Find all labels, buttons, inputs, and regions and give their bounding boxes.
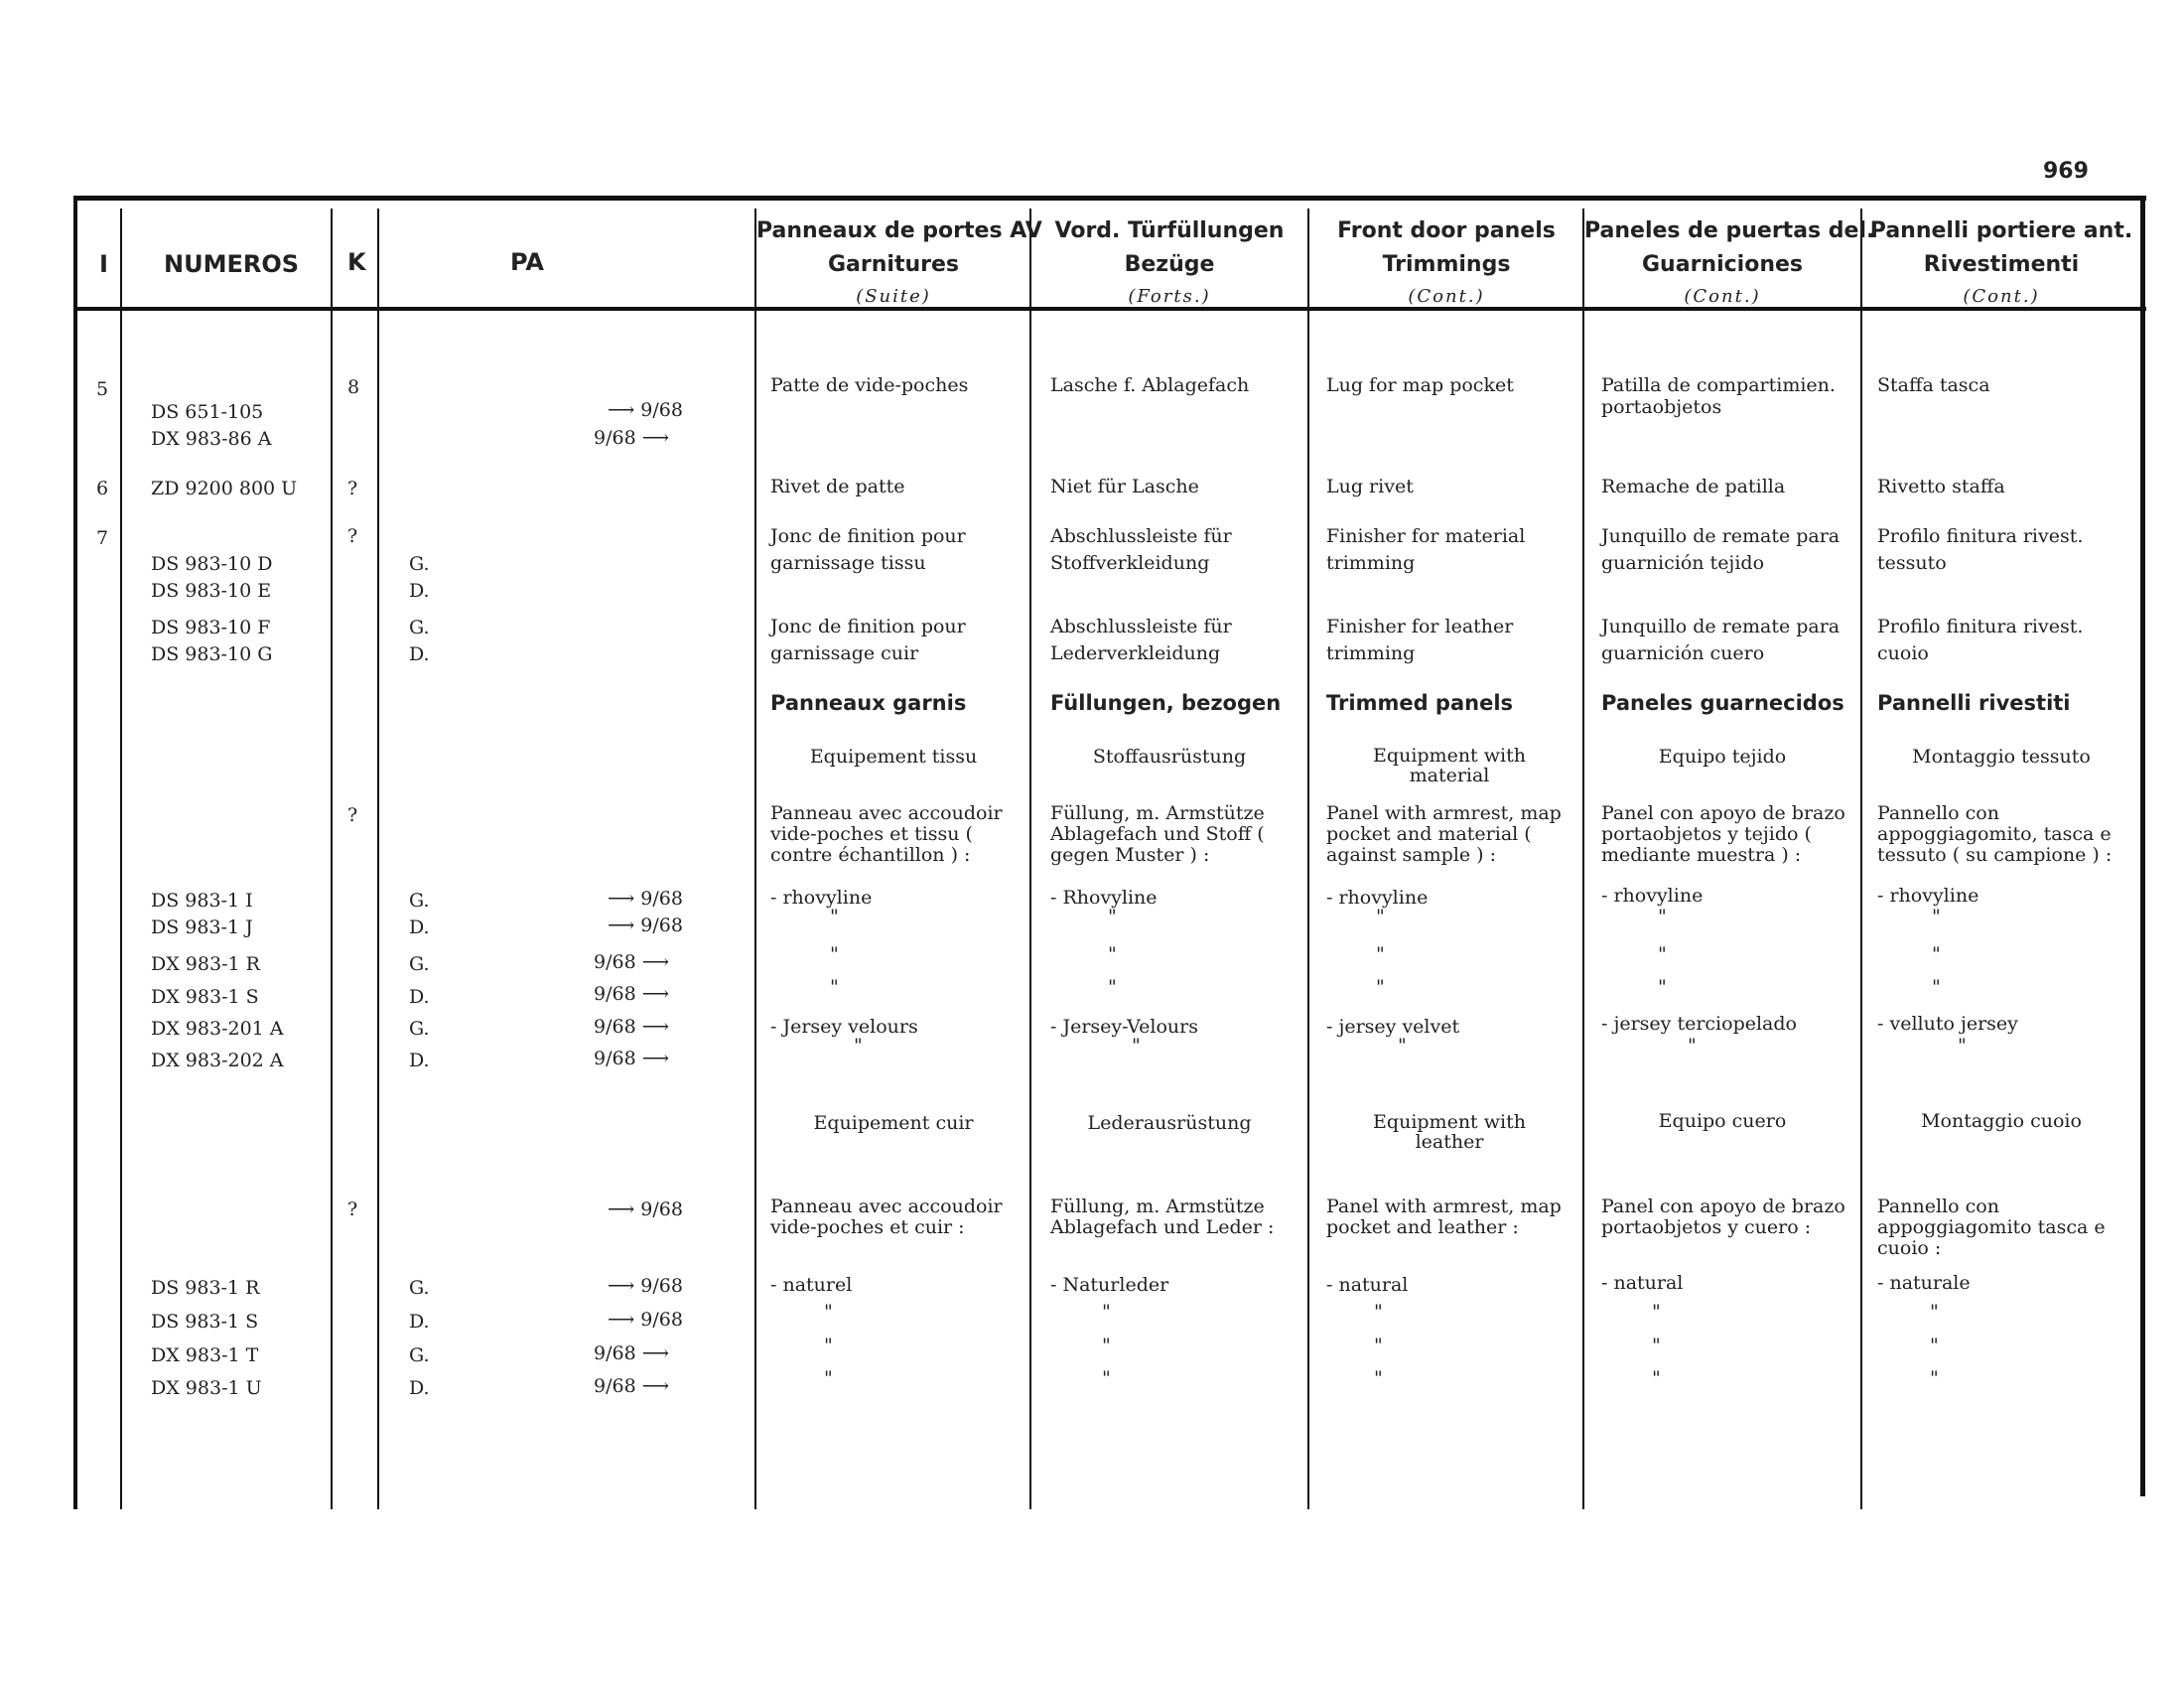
part-number: DS 983-1 I [151,890,253,912]
side-mark: D. [409,1311,430,1333]
part-number: DS 983-10 F [151,617,271,638]
pa-date: ⟶ 9/68 [608,888,683,910]
desc-es: Patilla de compartimien. portaobjetos [1601,374,1836,418]
desc-en: Finisher for leather trimming [1326,616,1514,664]
ditto-it: " [1958,1035,1967,1056]
desc-en: Panel with armrest, map pocket and material ( against sample ) : [1326,802,1562,866]
side-mark: D. [409,1377,430,1399]
desc-en: - jersey velvet [1326,1016,1460,1038]
subsection-es: Equipo cuero [1658,1110,1787,1132]
desc-it: - naturale [1877,1272,1971,1294]
page-number: 969 [2043,159,2089,184]
subsection-it: Montaggio cuoio [1921,1110,2082,1132]
header-en [1309,214,1583,312]
ditto-fr: " [824,1367,833,1389]
section-heading-fr: Panneaux garnis [770,691,967,715]
side-mark: G. [409,953,430,975]
subsection-en: Equipment with material [1373,745,1526,786]
desc-es: Panel con apoyo de brazo portaobjetos y cuero : [1601,1196,1845,1238]
desc-de: - Jersey-Velours [1050,1016,1198,1038]
desc-it: Rivetto staffa [1877,476,2005,497]
desc-es: Junquillo de remate para guarnición tejido [1601,525,1841,574]
pa-date: ⟶ 9/68 [608,1275,683,1297]
section-heading-it: Pannelli rivestiti [1877,691,2071,715]
pa-date: ⟶ 9/68 [608,1198,683,1220]
part-number: DS 983-1 S [151,1311,259,1333]
item-index: 7 [96,527,109,549]
header-col-k: K [347,248,366,276]
ditto-es: " [1652,1367,1661,1389]
side-mark: D. [409,643,430,665]
desc-de: Niet für Lasche [1050,476,1199,497]
header-es-note: (Cont.) [1684,286,1761,307]
header-fr-subtitle: Garnitures [828,252,959,277]
desc-fr: - rhovyline [770,887,873,909]
part-number: DX 983-86 A [151,428,272,450]
desc-en: Panel with armrest, map pocket and leather : [1326,1196,1562,1238]
col-divider-4 [754,209,756,1509]
ditto-de: " [1102,1367,1111,1389]
pa-date: ⟶ 9/68 [608,914,683,936]
ditto-it: " [1932,976,1941,998]
desc-it: Pannello con appoggiagomito tasca e cuoio : [1877,1196,2106,1259]
side-mark: D. [409,1050,430,1071]
ditto-fr: " [830,976,839,998]
desc-it: Profilo finitura rivest. tessuto [1877,525,2084,574]
ditto-it: " [1932,906,1941,927]
ditto-es: " [1688,1035,1697,1056]
part-number: DS 983-1 J [151,916,253,938]
col-divider-2 [331,209,333,1509]
part-number: DX 983-1 U [151,1377,262,1399]
pa-date: 9/68 ⟶ [594,1016,669,1038]
desc-it: Pannello con appoggiagomito, tasca e tessuto ( su campione ) : [1877,802,2113,866]
col-divider-3 [377,209,379,1509]
ditto-en: " [1376,906,1385,927]
ditto-de: " [1132,1035,1141,1056]
ditto-en: " [1398,1035,1407,1056]
ditto-es: " [1658,976,1667,998]
header-en-subtitle: Trimmings [1382,252,1511,277]
desc-it: Staffa tasca [1877,374,1990,396]
pa-date: 9/68 ⟶ [594,427,669,449]
header-de [1031,214,1307,312]
desc-it: - velluto jersey [1877,1013,2018,1035]
qty-k: ? [347,478,358,499]
header-col-i: I [99,250,108,278]
ditto-de: " [1108,943,1117,965]
part-number: DS 983-10 G [151,643,273,665]
header-en-title: Front door panels [1337,218,1556,243]
ditto-fr: " [854,1035,863,1056]
section-heading-en: Trimmed panels [1326,691,1514,715]
desc-fr: Jonc de finition pour garnissage tissu [770,525,966,574]
desc-es: Junquillo de remate para guarnición cuero [1601,616,1841,664]
header-fr [756,214,1042,312]
subsection-de: Lederausrüstung [1087,1112,1252,1134]
table-right-border [2140,196,2145,1496]
ditto-de: " [1102,1301,1111,1323]
header-en-note: (Cont.) [1408,286,1485,307]
desc-de: - Rhovyline [1050,887,1158,909]
desc-fr: Rivet de patte [770,476,905,497]
side-mark: G. [409,553,430,575]
qty-k: ? [347,804,358,826]
pa-date: 9/68 ⟶ [594,1048,669,1069]
desc-de: - Naturleder [1050,1274,1169,1296]
header-fr-note: (Suite) [856,286,931,307]
part-number: DX 983-201 A [151,1018,284,1040]
side-mark: G. [409,890,430,912]
ditto-de: " [1102,1335,1111,1356]
ditto-es: " [1652,1335,1661,1356]
subsection-en: Equipment with leather [1373,1111,1526,1153]
qty-k: ? [347,1198,358,1220]
part-number: DS 983-10 E [151,580,272,602]
part-number: DS 651-105 [151,401,264,423]
ditto-en: " [1376,976,1385,998]
pa-date: 9/68 ⟶ [594,1342,669,1364]
ditto-fr: " [830,943,839,965]
desc-de: Lasche f. Ablagefach [1050,374,1250,396]
qty-k: ? [347,525,358,547]
part-number: DS 983-1 R [151,1277,260,1299]
desc-fr: Patte de vide-poches [770,374,969,396]
desc-de: Füllung, m. Armstütze Ablagefach und Leder : [1050,1196,1275,1238]
ditto-es: " [1658,943,1667,965]
subsection-fr: Equipement cuir [813,1112,974,1134]
desc-es: Remache de patilla [1601,476,1786,497]
desc-en: - natural [1326,1274,1409,1296]
desc-de: Abschlussleiste für Lederverkleidung [1050,616,1232,664]
side-mark: G. [409,1344,430,1366]
desc-it: Profilo finitura rivest. cuoio [1877,616,2084,664]
side-mark: D. [409,580,430,602]
ditto-fr: " [824,1335,833,1356]
subsection-de: Stoffausrüstung [1092,746,1247,768]
desc-fr: Panneau avec accoudoir vide-poches et tissu ( contre échantillon ) : [770,802,1003,866]
part-number: DX 983-1 S [151,986,259,1008]
section-heading-es: Paneles guarnecidos [1601,691,1844,715]
desc-it: - rhovyline [1877,885,1979,907]
desc-en: - rhovyline [1326,887,1429,909]
desc-en: Finisher for material trimming [1326,525,1526,574]
header-fr-title: Panneaux de portes AV [756,218,1042,243]
ditto-en: " [1376,943,1385,965]
qty-k: 8 [347,376,360,398]
header-it-note: (Cont.) [1963,286,2040,307]
ditto-es: " [1652,1301,1661,1323]
side-mark: D. [409,916,430,938]
header-de-subtitle: Bezüge [1124,252,1215,277]
ditto-fr: " [830,906,839,927]
header-de-note: (Forts.) [1128,286,1211,307]
ditto-en: " [1374,1301,1383,1323]
ditto-it: " [1932,943,1941,965]
side-mark: G. [409,617,430,638]
item-index: 5 [96,378,109,400]
subsection-es: Equipo tejido [1658,746,1787,768]
header-col-pa: PA [510,248,544,276]
pa-date: 9/68 ⟶ [594,1375,669,1397]
ditto-it: " [1930,1367,1939,1389]
ditto-de: " [1108,976,1117,998]
desc-fr: - naturel [770,1274,853,1296]
section-heading-de: Füllungen, bezogen [1050,691,1282,715]
desc-de: Füllung, m. Armstütze Ablagefach und Stoff ( gegen Muster ) : [1050,802,1265,866]
ditto-es: " [1658,906,1667,927]
pa-date: ⟶ 9/68 [608,399,683,421]
part-number: DX 983-1 T [151,1344,259,1366]
header-es-subtitle: Guarniciones [1642,252,1803,277]
desc-en: Lug for map pocket [1326,374,1514,396]
desc-fr: Panneau avec accoudoir vide-poches et cuir : [770,1196,1003,1238]
side-mark: G. [409,1277,430,1299]
header-col-numeros: NUMEROS [164,250,300,278]
part-number: DS 983-10 D [151,553,273,575]
header-it-title: Pannelli portiere ant. [1869,218,2133,243]
pa-date: 9/68 ⟶ [594,983,669,1005]
table-top-border [73,196,2146,201]
part-number: ZD 9200 800 U [151,478,298,499]
header-it-subtitle: Rivestimenti [1923,252,2080,277]
part-number: DX 983-202 A [151,1050,284,1071]
table-left-border [73,199,77,1509]
subsection-it: Montaggio tessuto [1912,746,2091,768]
header-es [1584,214,1875,312]
header-de-title: Vord. Türfüllungen [1054,218,1285,243]
side-mark: D. [409,986,430,1008]
desc-en: Lug rivet [1326,476,1414,497]
pa-date: 9/68 ⟶ [594,951,669,973]
header-it [1862,214,2140,312]
ditto-en: " [1374,1367,1383,1389]
ditto-en: " [1374,1335,1383,1356]
desc-fr: - Jersey velours [770,1016,918,1038]
item-index: 6 [96,478,109,499]
ditto-de: " [1108,906,1117,927]
side-mark: G. [409,1018,430,1040]
col-divider-1 [120,209,122,1509]
desc-es: - rhovyline [1601,885,1704,907]
desc-de: Abschlussleiste für Stoffverkleidung [1050,525,1232,574]
ditto-fr: " [824,1301,833,1323]
ditto-it: " [1930,1335,1939,1356]
desc-es: - jersey terciopelado [1601,1013,1797,1035]
pa-date: ⟶ 9/68 [608,1309,683,1331]
header-es-title: Paneles de puertas del. [1584,218,1875,243]
part-number: DX 983-1 R [151,953,260,975]
desc-es: Panel con apoyo de brazo portaobjetos y tejido ( mediante muestra ) : [1601,802,1845,866]
ditto-it: " [1930,1301,1939,1323]
subsection-fr: Equipement tissu [809,746,978,768]
desc-fr: Jonc de finition pour garnissage cuir [770,616,966,664]
desc-es: - natural [1601,1272,1684,1294]
